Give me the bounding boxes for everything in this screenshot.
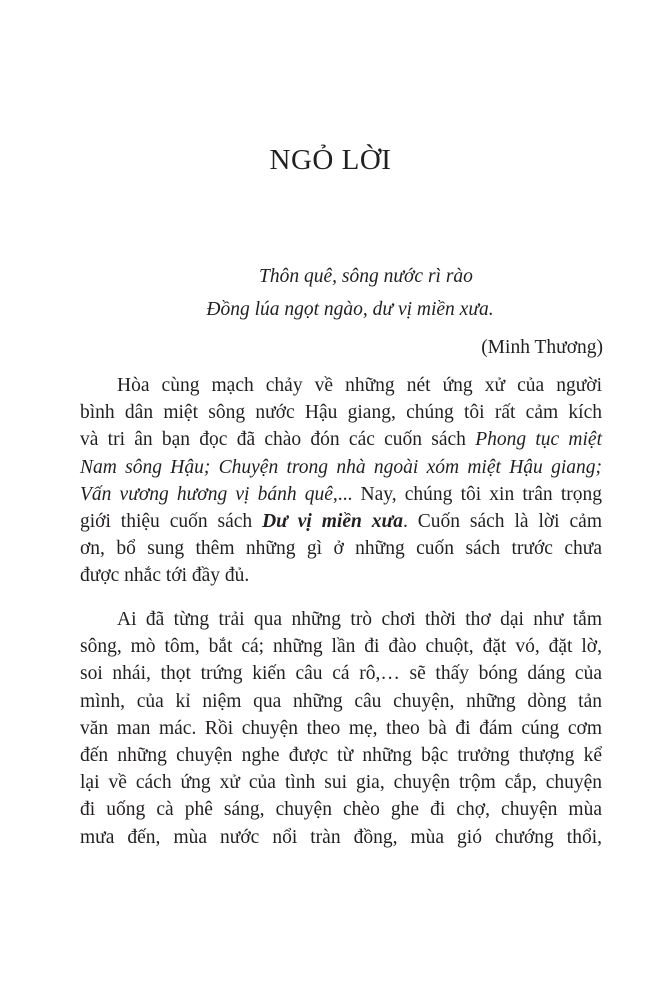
paragraph-line: bình dân miệt sông nước Hậu giang, chúng tôi rất cảm kích [80, 402, 602, 424]
text-segment: giới thiệu cuốn sách [80, 511, 263, 533]
epigraph-line-1: Thôn quê, sông nước rì rào [259, 266, 473, 287]
paragraph-line: sông, mò tôm, bắt cá; những lần đi đào chuột, đặt vó, đặt lờ, [80, 636, 602, 658]
page-title: NGỎ LỜI [269, 144, 392, 176]
paragraph-line: ơn, bổ sung thêm những gì ở những cuốn sách trước chưa [80, 538, 602, 560]
paragraph-line: đến những chuyện nghe được từ những bậc trưởng thượng kể [80, 745, 602, 767]
book-title-bold-italic: Dư vị miền xưa [262, 511, 403, 533]
epigraph-line-2: Đồng lúa ngọt ngào, dư vị miền xưa. [206, 299, 494, 320]
paragraph-line [80, 426, 602, 453]
paragraph-line: đi uống cà phê sáng, chuyện chèo ghe đi chợ, chuyện mùa [80, 799, 602, 821]
paragraph-line: soi nhái, thọt trứng kiến câu cá rô,… sẽ thấy bóng dáng của [80, 663, 602, 685]
text-segment: và tri ân bạn đọc đã chào đón các cuốn sách [80, 429, 476, 451]
text-segment: . Cuốn sách là lời cảm [402, 511, 602, 533]
paragraph-line [80, 481, 602, 508]
book-title-italic: Nam sông Hậu; Chuyện trong nhà ngoài xóm miệt Hậu giang; [80, 456, 602, 478]
epigraph-attribution: (Minh Thương) [481, 337, 603, 358]
paragraph-line [80, 454, 602, 481]
paragraph-line: văn man mác. Rồi chuyện theo mẹ, theo bà đi đám cúng cơm [80, 717, 602, 739]
paragraph-line: Hòa cùng mạch chảy về những nét ứng xử của người [117, 375, 602, 396]
paragraph-line: lại về cách ứng xử của tình sui gia, chuyện trộm cắp, chuyện [80, 772, 602, 794]
book-title-italic: Phong tục miệt [475, 429, 602, 451]
paragraph-2 [80, 606, 602, 851]
book-title-italic: Vấn vương hương vị bánh quê [80, 483, 333, 505]
paragraph-line: mình, của kỉ niệm qua những câu chuyện, những dòng tản [80, 690, 602, 712]
paragraph-1 [80, 372, 602, 590]
paragraph-line: mưa đến, mùa nước nổi tràn đồng, mùa gió chướng thổi, [80, 826, 602, 848]
paragraph-line [80, 508, 602, 535]
text-segment: ,... Nay, chúng tôi xin trân trọng [332, 483, 602, 505]
paragraph-line: Ai đã từng trải qua những trò chơi thời thơ dại như tắm [117, 609, 602, 630]
paragraph-line: được nhắc tới đầy đủ. [80, 565, 250, 587]
